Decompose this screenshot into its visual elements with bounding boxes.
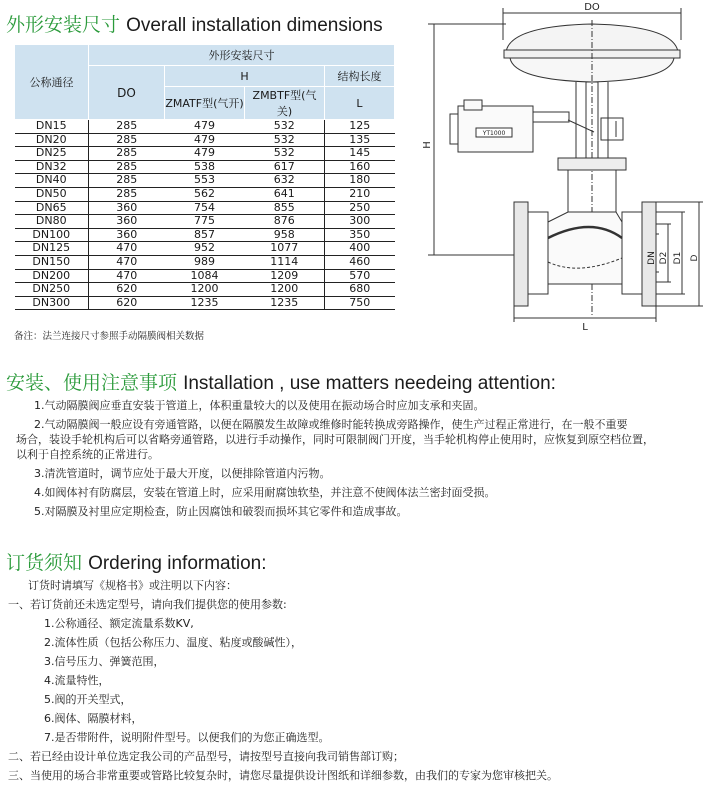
cell-h-open: 1235: [165, 296, 245, 310]
cell-dn: DN100: [15, 228, 89, 242]
cell-length: 680: [325, 283, 395, 297]
ordering-info: [8, 576, 714, 785]
order-param-6: 6.阀体、隔膜材料，: [44, 712, 143, 725]
cell-length: 350: [325, 228, 395, 242]
cell-h-close: 1235: [245, 296, 325, 310]
cell-h-open: 538: [165, 160, 245, 174]
cell-do: 360: [89, 228, 165, 242]
section-title-dimensions: [6, 10, 383, 37]
section-title-en: Overall installation dimensions: [126, 15, 383, 36]
cell-h-open: 479: [165, 147, 245, 161]
header-length: 结构长度: [325, 66, 395, 87]
cell-h-close: 632: [245, 174, 325, 188]
label-l: L: [582, 322, 588, 333]
cell-length: 180: [325, 174, 395, 188]
cell-do: 470: [89, 269, 165, 283]
cell-dn: DN50: [15, 187, 89, 201]
label-d: D: [690, 254, 700, 262]
cell-h-open: 479: [165, 120, 245, 134]
cell-do: 360: [89, 201, 165, 215]
install-item-2a: 2.气动隔膜阀一般应设有旁通管路，以便在隔膜发生故障或维修时能转换成旁路操作，使生产过程正常进行，在一般不重要: [34, 418, 628, 431]
cell-do: 285: [89, 133, 165, 147]
cell-h-open: 1200: [165, 283, 245, 297]
cell-do: 620: [89, 296, 165, 310]
table-row: [15, 133, 395, 147]
table-row: [15, 215, 395, 229]
table-row: [15, 120, 395, 134]
table-row: [15, 160, 395, 174]
section2-title-cn: 安装、使用注意事项: [6, 372, 178, 394]
cell-h-open: 775: [165, 215, 245, 229]
cell-do: 285: [89, 174, 165, 188]
label-h: H: [422, 141, 433, 149]
header-do: DO: [89, 66, 165, 120]
header-h: H: [165, 66, 325, 87]
order-param-3: 3.信号压力、弹簧范围，: [44, 655, 165, 668]
install-item-3: 3.清洗管道时，调节应处于最大开度，以便排除管道内污物。: [34, 467, 331, 480]
order-item-3: 三、当使用的场合非常重要或管路比较复杂时，请您尽量提供设计图纸和详细参数，由我们的专家为您审核把关。: [8, 769, 558, 782]
label-do: DO: [584, 2, 600, 13]
section-title-cn: 外形安装尺寸: [6, 14, 121, 36]
cell-dn: DN125: [15, 242, 89, 256]
label-d2: D2: [659, 251, 669, 265]
cell-length: 145: [325, 147, 395, 161]
install-item-5: 5.对隔膜及衬里应定期检查，防止因腐蚀和破裂而损坏其它零件和造成事故。: [34, 505, 408, 518]
valve-drawing: [418, 0, 718, 340]
cell-h-open: 857: [165, 228, 245, 242]
cell-do: 470: [89, 255, 165, 269]
header-l: L: [325, 87, 395, 120]
installation-notes: [16, 398, 714, 519]
order-param-2: 2.流体性质（包括公称压力、温度、粘度或酸碱性），: [44, 636, 302, 649]
cell-h-open: 952: [165, 242, 245, 256]
order-item-2: 二、若已经由设计单位选定我公司的产品型号，请按型号直接向我司销售部订购；: [8, 750, 404, 763]
table-row: [15, 296, 395, 310]
cell-h-open: 1084: [165, 269, 245, 283]
order-param-4: 4.流量特性，: [44, 674, 110, 687]
dimensions-table-body: [15, 120, 395, 310]
cell-dn: DN65: [15, 201, 89, 215]
order-intro: 订货时请填写《规格书》或注明以下内容：: [28, 579, 237, 592]
order-param-7: 7.是否带附件，说明附件型号。以便我们的为您正确选型。: [44, 731, 330, 744]
table-row: [15, 187, 395, 201]
cell-do: 620: [89, 283, 165, 297]
table-note: 备注：法兰连接尺寸参照手动隔膜阀相关数据: [14, 331, 205, 342]
install-item-4: 4.如阀体衬有防腐层，安装在管道上时，应采用耐腐蚀软垫，并注意不使阀体法兰密封面受损。: [34, 486, 496, 499]
nameplate-text: YT1000: [482, 130, 506, 137]
cell-length: 250: [325, 201, 395, 215]
section3-title-cn: 订货须知: [6, 552, 83, 574]
table-row: [15, 201, 395, 215]
cell-h-open: 754: [165, 201, 245, 215]
table-row: [15, 228, 395, 242]
cell-dn: DN200: [15, 269, 89, 283]
install-item-1: 1.气动隔膜阀应垂直安装于管道上，体积重量较大的以及使用在振动场合时应加支承和夹固。: [34, 399, 485, 412]
cell-length: 135: [325, 133, 395, 147]
cell-h-close: 855: [245, 201, 325, 215]
cell-h-close: 641: [245, 187, 325, 201]
section-title-installation: [6, 368, 556, 395]
cell-h-open: 479: [165, 133, 245, 147]
section-title-ordering: [6, 548, 267, 575]
cell-h-close: 617: [245, 160, 325, 174]
table-row: [15, 147, 395, 161]
order-item-1: 一、若订货前还未选定型号，请向我们提供您的使用参数:: [8, 598, 287, 611]
label-d1: D1: [673, 251, 683, 265]
cell-dn: DN250: [15, 283, 89, 297]
cell-dn: DN40: [15, 174, 89, 188]
cell-h-close: 1077: [245, 242, 325, 256]
order-param-1: 1.公称通径、额定流量系数KV,: [44, 617, 194, 630]
cell-h-open: 989: [165, 255, 245, 269]
header-h-open: ZMATF型(气开): [165, 87, 245, 120]
table-row: [15, 242, 395, 256]
header-nominal: 公称通径: [15, 45, 89, 120]
cell-length: 210: [325, 187, 395, 201]
cell-h-open: 562: [165, 187, 245, 201]
cell-do: 285: [89, 147, 165, 161]
table-row: [15, 174, 395, 188]
cell-length: 400: [325, 242, 395, 256]
cell-do: 285: [89, 160, 165, 174]
cell-dn: DN20: [15, 133, 89, 147]
cell-do: 470: [89, 242, 165, 256]
dimensions-table: [14, 44, 395, 310]
header-group: 外形安装尺寸: [89, 45, 395, 66]
cell-do: 285: [89, 187, 165, 201]
table-row: [15, 255, 395, 269]
cell-length: 125: [325, 120, 395, 134]
label-dn: DN: [647, 251, 657, 265]
install-item-2b: 场合，装设手轮机构后可以省略旁通管路，以进行手动操作，同时可限制阀门开度，当手轮机构停止使用时，应恢复到原空档位置，: [16, 433, 654, 446]
section2-title-en: Installation , use matters needeing attention:: [183, 373, 556, 394]
cell-do: 360: [89, 215, 165, 229]
cell-length: 300: [325, 215, 395, 229]
header-h-close: ZMBTF型(气关): [245, 87, 325, 120]
cell-dn: DN25: [15, 147, 89, 161]
cell-h-close: 1200: [245, 283, 325, 297]
install-item-2c: 以利于自控系统的正常进行。: [16, 448, 159, 461]
cell-h-close: 532: [245, 147, 325, 161]
cell-length: 570: [325, 269, 395, 283]
cell-h-close: 958: [245, 228, 325, 242]
cell-dn: DN15: [15, 120, 89, 134]
cell-dn: DN300: [15, 296, 89, 310]
cell-dn: DN80: [15, 215, 89, 229]
table-row: [15, 283, 395, 297]
cell-length: 460: [325, 255, 395, 269]
cell-do: 285: [89, 120, 165, 134]
cell-h-close: 532: [245, 133, 325, 147]
cell-h-close: 876: [245, 215, 325, 229]
section3-title-en: Ordering information:: [88, 553, 267, 574]
cell-length: 160: [325, 160, 395, 174]
order-param-5: 5.阀的开关型式，: [44, 693, 132, 706]
cell-h-open: 553: [165, 174, 245, 188]
cell-length: 750: [325, 296, 395, 310]
cell-h-close: 1209: [245, 269, 325, 283]
cell-h-close: 532: [245, 120, 325, 134]
cell-dn: DN150: [15, 255, 89, 269]
table-row: [15, 269, 395, 283]
cell-h-close: 1114: [245, 255, 325, 269]
cell-dn: DN32: [15, 160, 89, 174]
